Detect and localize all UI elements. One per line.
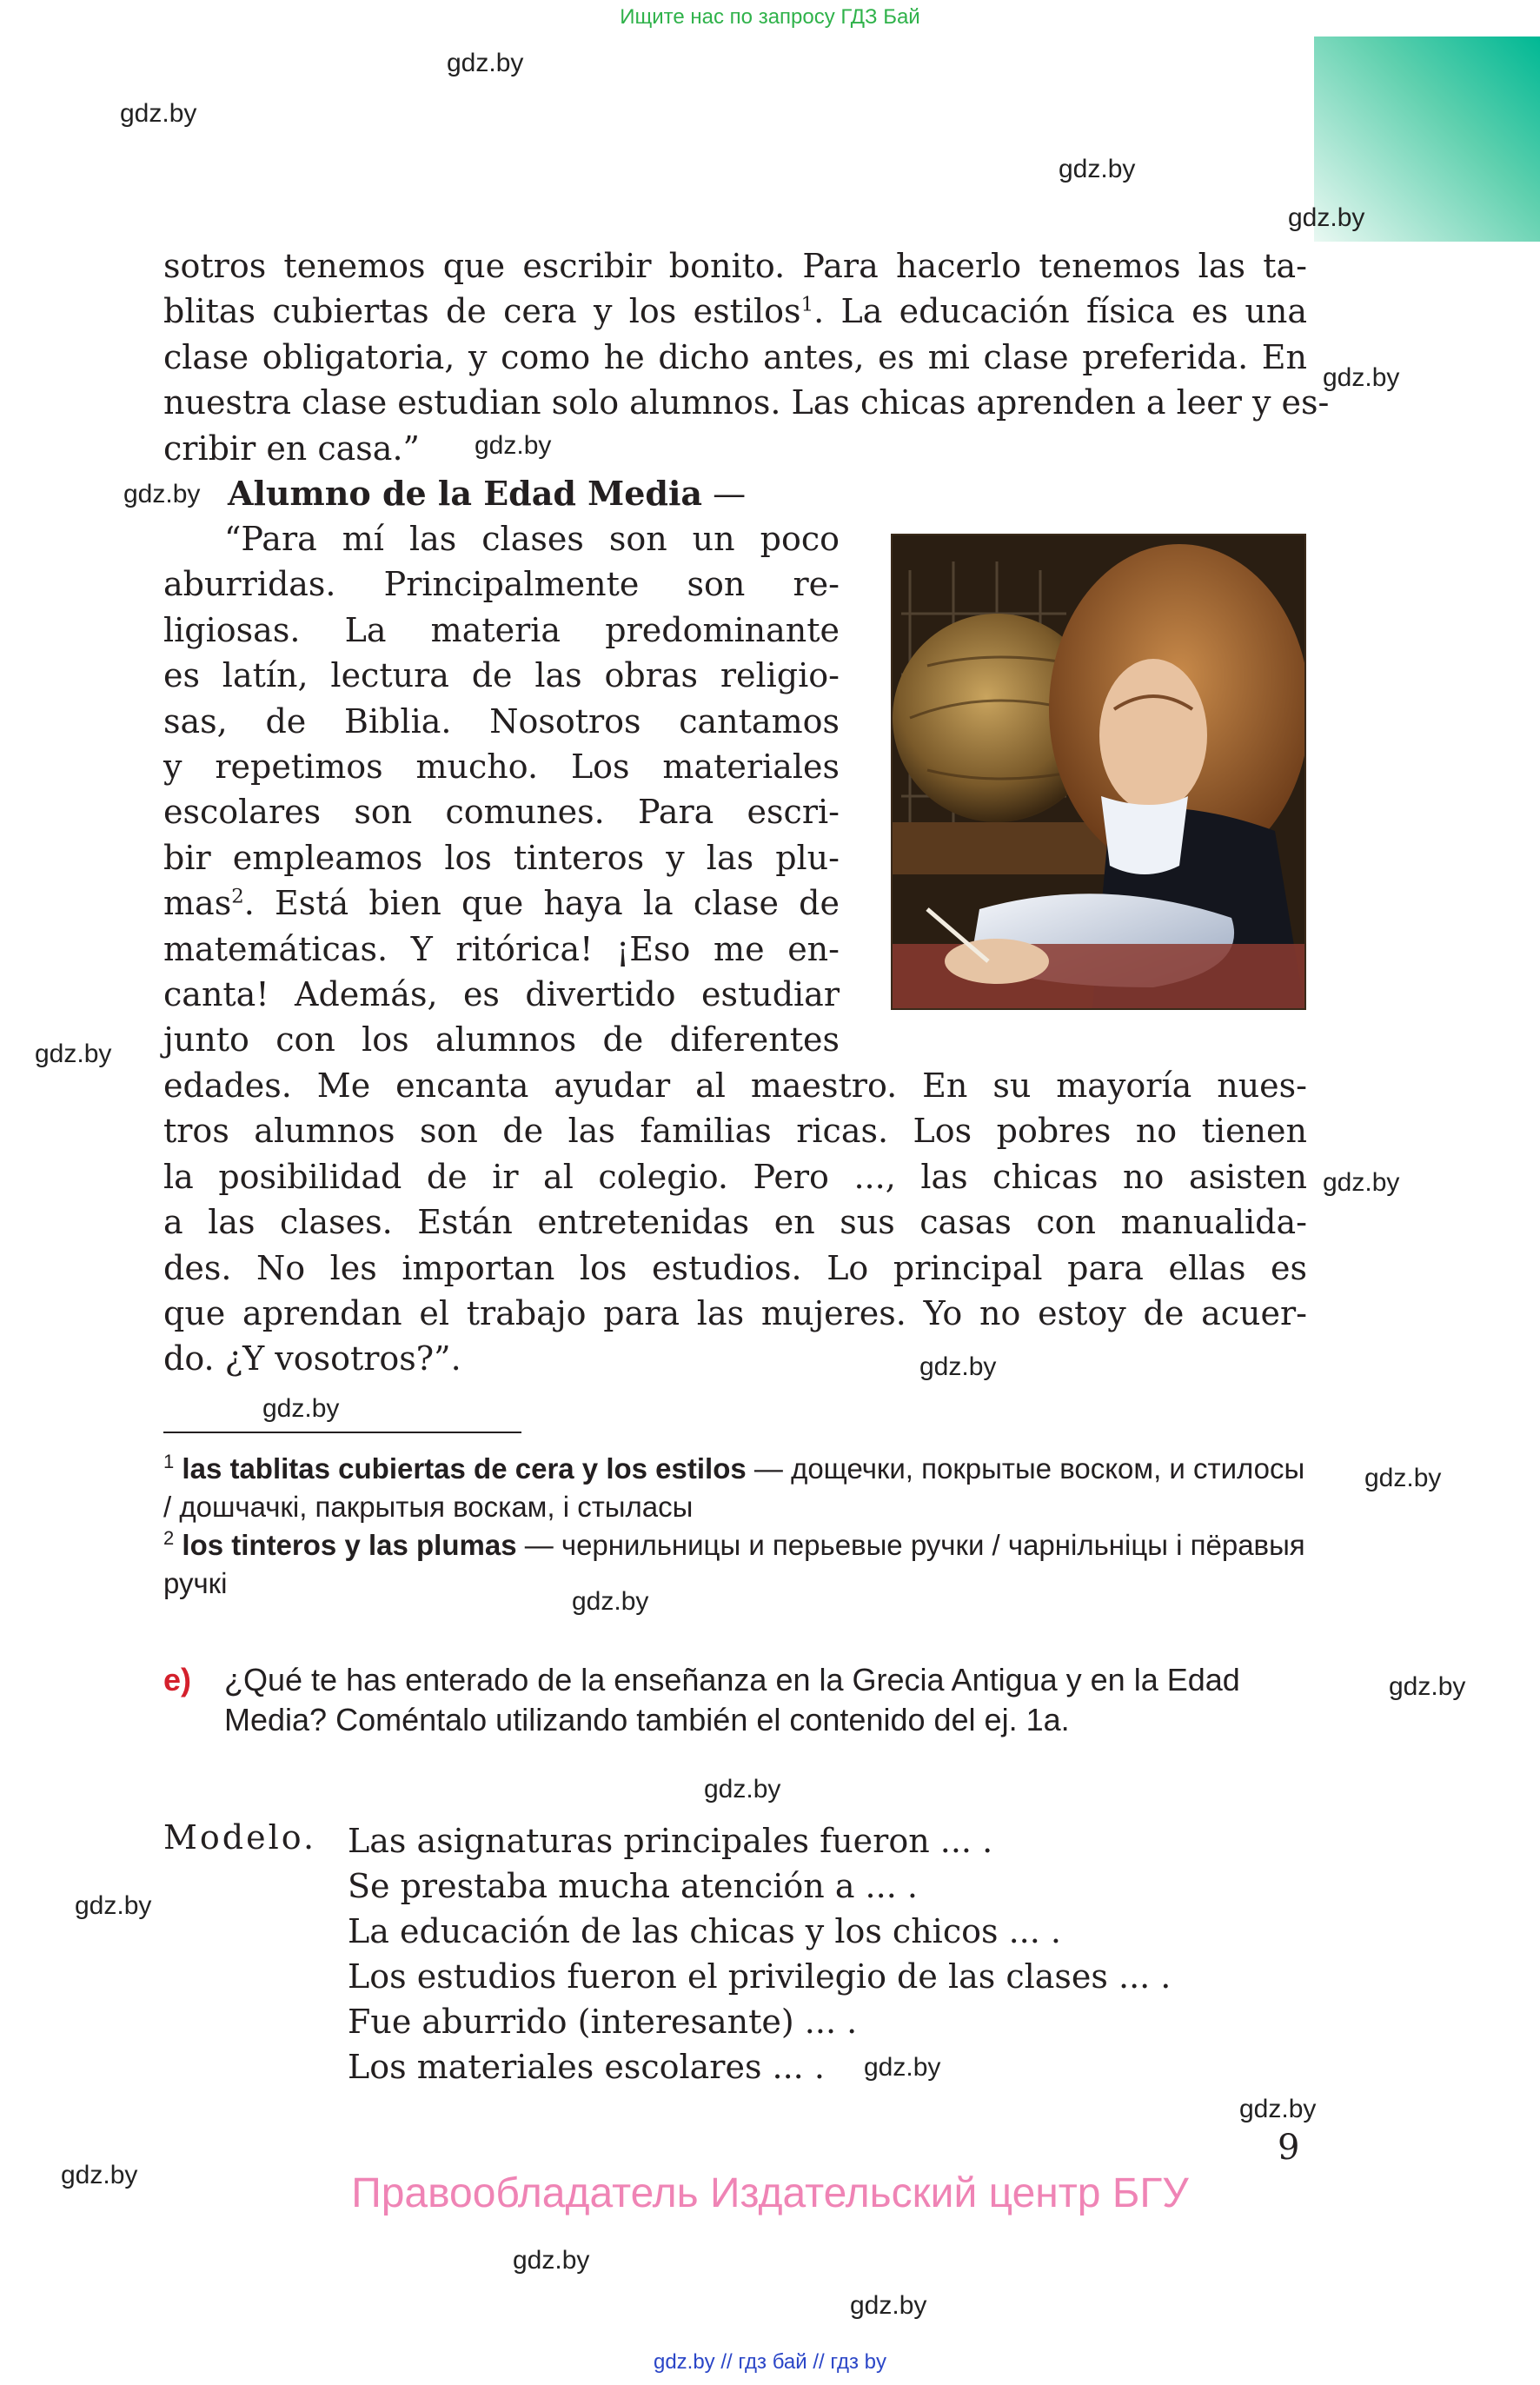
footnote xyxy=(163,1526,1307,1603)
footnote-number: 2 xyxy=(163,1527,175,1549)
scholar-painting xyxy=(891,534,1306,1010)
watermark: gdz.by xyxy=(1364,1464,1442,1492)
watermark: gdz.by xyxy=(572,1587,649,1616)
text-span: . La educación física es una xyxy=(813,292,1307,331)
text-line xyxy=(163,880,840,926)
footnote-term: los tinteros y las plumas xyxy=(182,1529,517,1561)
watermark: gdz.by xyxy=(120,99,197,128)
watermark: gdz.by xyxy=(850,2291,927,2320)
watermark: gdz.by xyxy=(475,431,552,460)
watermark: gdz.by xyxy=(1323,363,1400,392)
text-line: bir empleamos los tinteros y las plu- xyxy=(163,838,840,877)
text-span: . Está bien que haya la clase de xyxy=(243,884,840,923)
text-line: canta! Además, es divertido estudiar xyxy=(163,975,840,1014)
bottom-banner: gdz.by // гдз бай // гдз by xyxy=(653,2350,887,2374)
watermark: gdz.by xyxy=(1059,155,1136,183)
modelo-line: Los estudios fueron el privilegio de las clases ... . xyxy=(348,1957,1172,1996)
modelo-lines xyxy=(348,1818,1171,2089)
painting-illustration xyxy=(893,535,1304,1008)
modelo-line: Los materiales escolares ... . xyxy=(348,2048,825,2086)
copyright-notice: Правообладатель Издательский центр БГУ xyxy=(351,2170,1189,2216)
watermark: gdz.by xyxy=(1288,203,1365,232)
watermark: gdz.by xyxy=(61,2161,138,2189)
text-line: sas, de Biblia. Nosotros cantamos xyxy=(163,701,840,741)
heading-text: Alumno de la Edad Media xyxy=(228,474,703,513)
watermark: gdz.by xyxy=(123,480,201,508)
intro-paragraph xyxy=(163,243,1330,471)
medieval-paragraph-top xyxy=(163,516,840,1063)
modelo-label: Modelo. xyxy=(163,1818,317,1857)
text-span: blitas cubiertas de cera y los estilos xyxy=(163,292,801,331)
heading-dash: — xyxy=(702,475,747,513)
text-line: aburridas. Principalmente son re- xyxy=(163,565,840,604)
modelo-line: Las asignaturas principales fueron ... . xyxy=(348,1822,993,1860)
text-line xyxy=(163,289,1307,334)
footnote-text: — чернильницы и перьевые ручки / чарнільніцы і пёравыя ручкі xyxy=(163,1529,1305,1599)
text-line: escolares son comunes. Para escri- xyxy=(163,793,840,832)
text-line: clase obligatoria, y como he dicho antes, es mi clase preferida. En xyxy=(163,337,1307,376)
text-line: que aprendan el trabajo para las mujeres. Yo no estoy de acuer- xyxy=(163,1294,1307,1333)
watermark: gdz.by xyxy=(864,2053,941,2082)
watermark: gdz.by xyxy=(35,1040,112,1068)
text-line: nuestra clase estudian solo alumnos. Las chicas aprenden a leer y es- xyxy=(163,383,1330,422)
watermark: gdz.by xyxy=(1323,1168,1400,1197)
medieval-paragraph-bottom xyxy=(163,1063,1307,1382)
text-line: y repetimos mucho. Los materiales xyxy=(163,747,840,787)
text-line: sotros tenemos que escribir bonito. Para hacerlo tenemos las ta- xyxy=(163,247,1307,285)
text-line: es latín, lectura de las obras religio- xyxy=(163,656,840,695)
text-line: edades. Me encanta ayudar al maestro. En su mayoría nues- xyxy=(163,1066,1307,1105)
text-line: do. ¿Y vosotros?”. xyxy=(163,1339,461,1379)
section-heading xyxy=(228,471,746,516)
footnote-term: las tablitas cubiertas de cera y los estilos xyxy=(182,1452,747,1485)
text-line: ligiosas. La materia predominante xyxy=(163,610,840,649)
watermark: gdz.by xyxy=(75,1891,152,1920)
footnotes xyxy=(163,1450,1307,1603)
footnote-number: 1 xyxy=(163,1451,175,1472)
text-line: “Para mí las clases son un poco xyxy=(224,520,840,558)
watermark: gdz.by xyxy=(919,1352,997,1381)
top-banner: Ищите нас по запросу ГДЗ Бай xyxy=(620,5,920,29)
footnote-text: — дощечки, покрытые воском, и стилосы / дошчачкі, пакрытыя воскам, і стыласы xyxy=(163,1452,1305,1523)
text-line: matemáticas. Y ritórica! ¡Eso me en- xyxy=(163,929,840,968)
text-span: mas xyxy=(163,884,232,923)
text-line: des. No les importan los estudios. Lo principal para ellas es xyxy=(163,1248,1307,1287)
footnote-rule xyxy=(163,1432,521,1433)
watermark: gdz.by xyxy=(262,1394,340,1423)
text-line: la posibilidad de ir al colegio. Pero ..., las chicas no asisten xyxy=(163,1157,1307,1196)
footnote-ref: 1 xyxy=(800,293,814,316)
modelo-line: Fue aburrido (interesante) ... . xyxy=(348,2003,858,2041)
modelo-line: Se prestaba mucha atención a ... . xyxy=(348,1867,918,1905)
watermark: gdz.by xyxy=(1239,2095,1317,2123)
watermark: gdz.by xyxy=(513,2246,590,2275)
text-line: tros alumnos son de las familias ricas. Los pobres no tienen xyxy=(163,1112,1307,1151)
task-text: ¿Qué te has enterado de la enseñanza en la Grecia Antigua y en la Edad Media? Coméntalo utilizando también el contenido del ej. 1a. xyxy=(224,1662,1240,1737)
text-line: a las clases. Están entretenidas en sus casas con manualida- xyxy=(163,1203,1307,1242)
footnote xyxy=(163,1450,1307,1526)
watermark: gdz.by xyxy=(704,1775,781,1804)
watermark: gdz.by xyxy=(1389,1672,1466,1701)
watermark: gdz.by xyxy=(447,49,524,77)
footnote-ref: 2 xyxy=(231,885,244,908)
modelo-line: La educación de las chicas y los chicos ... . xyxy=(348,1912,1061,1950)
page-number: 9 xyxy=(1278,2128,1300,2168)
text-line: cribir en casa.” xyxy=(163,429,420,468)
task-letter: e) xyxy=(163,1662,192,1697)
text-line: junto con los alumnos de diferentes xyxy=(163,1020,840,1060)
